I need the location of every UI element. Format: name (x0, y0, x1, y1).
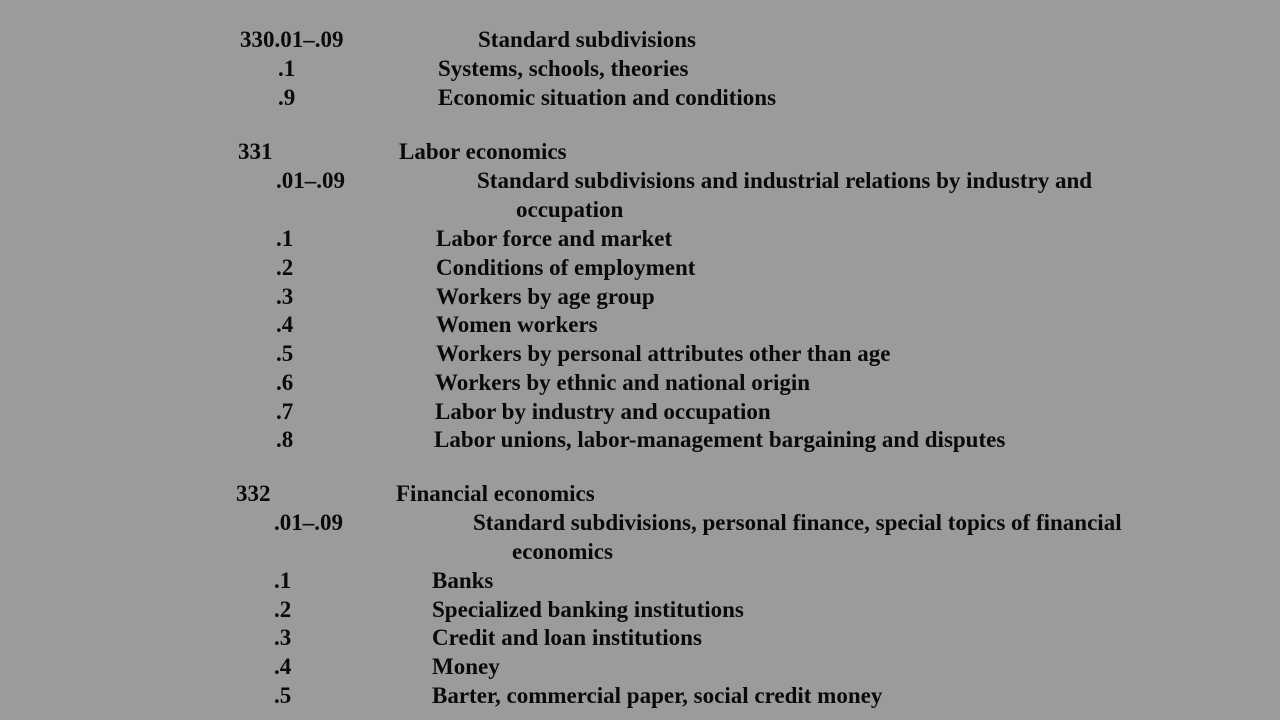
section-number: 330.01–.09 (240, 27, 344, 52)
entry-text: Standard subdivisions, personal finance, special topics of financial (473, 510, 1122, 535)
entry-number: .7 (276, 399, 294, 424)
entry-number: .01–.09 (276, 168, 345, 193)
entry-text: Banks (432, 568, 494, 593)
entry-number: .01–.09 (274, 510, 343, 535)
entry-number: .3 (276, 284, 294, 309)
entry-text: Labor unions, labor-management bargaining and disputes (434, 427, 1006, 452)
entry-number: .5 (274, 683, 292, 708)
entry-number: .3 (274, 625, 292, 650)
section-number: 331 (238, 139, 273, 164)
entry-number: .1 (278, 56, 296, 81)
entry-number: .5 (276, 341, 294, 366)
entry-text: Women workers (436, 312, 598, 337)
section-heading: Labor economics (399, 139, 567, 164)
entry-text: Systems, schools, theories (438, 56, 689, 81)
entry-number: .4 (276, 312, 294, 337)
entry-number: .2 (274, 597, 292, 622)
entry-text: Labor by industry and occupation (435, 399, 771, 424)
entry-text: Specialized banking institutions (432, 597, 744, 622)
entry-text-continuation: economics (512, 539, 613, 564)
entry-number: .9 (278, 85, 296, 110)
section-heading: Financial economics (396, 481, 595, 506)
entry-text: Standard subdivisions and industrial relations by industry and (477, 168, 1093, 193)
entry-text-continuation: occupation (516, 197, 624, 222)
section-heading: Standard subdivisions (478, 27, 696, 52)
entry-text: Workers by ethnic and national origin (435, 370, 811, 395)
entry-number: .8 (276, 427, 294, 452)
entry-text: Labor force and market (436, 226, 673, 251)
entry-text: Credit and loan institutions (432, 625, 702, 650)
entry-text: Workers by age group (436, 284, 655, 309)
entry-number: .1 (276, 226, 294, 251)
entry-text: Conditions of employment (436, 255, 696, 280)
entry-number: .2 (276, 255, 294, 280)
entry-number: .4 (274, 654, 292, 679)
entry-text: Barter, commercial paper, social credit money (432, 683, 883, 708)
entry-text: Money (432, 654, 500, 679)
entry-number: .6 (276, 370, 294, 395)
entry-text: Workers by personal attributes other than age (436, 341, 891, 366)
entry-text: Economic situation and conditions (438, 85, 777, 110)
section-number: 332 (236, 481, 271, 506)
entry-number: .1 (274, 568, 292, 593)
